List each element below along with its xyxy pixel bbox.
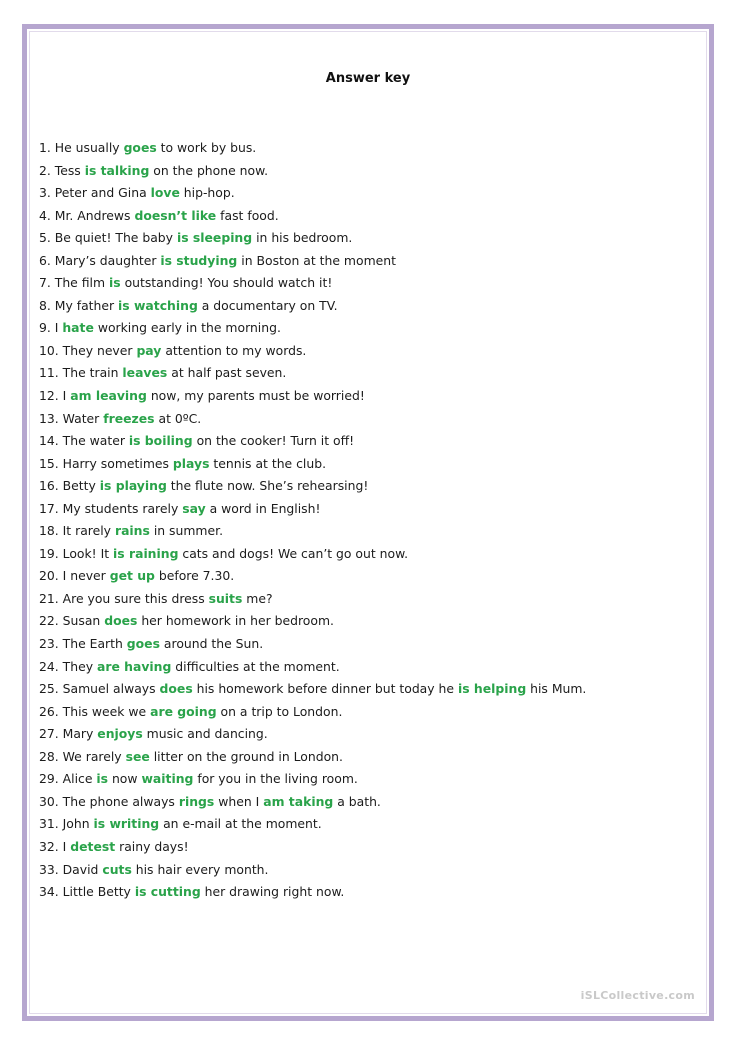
answer-text: the flute now. She’s rehearsing! (166, 478, 369, 494)
answer-text: in his bedroom. (252, 230, 353, 246)
answer-text: 3. Peter and Gina (39, 185, 151, 201)
answer-item (39, 633, 586, 656)
answer-text: 5. Be quiet! The baby (39, 230, 177, 246)
answer-text: 13. Water (39, 410, 104, 426)
answer-verb: am leaving (70, 388, 147, 404)
answer-verb: doesn’t like (134, 207, 217, 223)
answer-verb: does (159, 681, 193, 697)
answer-text: now (108, 771, 142, 787)
answer-text: 4. Mr. Andrews (39, 207, 135, 223)
answer-verb: is (109, 275, 121, 291)
answer-verb: does (104, 613, 138, 629)
answer-item (39, 723, 586, 746)
answer-verb: love (150, 185, 180, 201)
answer-item (39, 678, 586, 701)
answer-text: 11. The train (39, 365, 123, 381)
answer-verb: freezes (103, 410, 155, 426)
answer-text: 25. Samuel always (39, 681, 160, 697)
answer-text: a word in English! (205, 500, 321, 516)
answer-verb: is boiling (128, 433, 193, 449)
answer-text: 27. Mary (39, 726, 98, 742)
answer-item (39, 565, 586, 588)
answer-text: 24. They (39, 658, 97, 674)
answer-text: cats and dogs! We can’t go out now. (178, 545, 409, 561)
answer-text: on the phone now. (149, 162, 269, 178)
answer-text: 33. David (39, 861, 103, 877)
answer-text: in Boston at the moment (237, 252, 396, 268)
answer-text: at 0ºC. (154, 410, 202, 426)
answer-item (39, 453, 586, 476)
answer-text: an e-mail at the moment. (159, 816, 322, 832)
answer-text: 28. We rarely (39, 748, 126, 764)
answer-text: in summer. (149, 523, 224, 539)
answer-item (39, 295, 586, 318)
answer-text: attention to my words. (161, 342, 307, 358)
answer-item (39, 430, 586, 453)
answer-text: 7. The film (39, 275, 109, 291)
answer-item (39, 137, 586, 160)
answer-item (39, 543, 586, 566)
answer-verb: are going (150, 703, 217, 719)
answer-verb: is raining (113, 545, 179, 561)
answer-item (39, 520, 586, 543)
answer-text: 2. Tess (39, 162, 85, 178)
answer-text: 29. Alice (39, 771, 97, 787)
answer-text: 1. He usually (39, 140, 124, 155)
answer-text: a bath. (333, 793, 381, 809)
answer-text: me? (242, 590, 273, 606)
answer-text: working early in the morning. (93, 320, 281, 336)
answer-item (39, 859, 586, 882)
answer-item (39, 836, 586, 859)
answer-text: 23. The Earth (39, 636, 127, 652)
answer-text: outstanding! You should watch it! (120, 275, 333, 291)
answer-item (39, 701, 586, 724)
answer-text: 32. I (39, 838, 71, 854)
answer-item (39, 588, 586, 611)
answer-verb: rings (178, 793, 215, 809)
answer-verb: cuts (102, 861, 132, 877)
answer-verb: is playing (99, 478, 167, 494)
answer-text: fast food. (216, 207, 279, 223)
answer-verb: are having (96, 658, 172, 674)
answer-item (39, 317, 586, 340)
answer-item (39, 791, 586, 814)
answer-text: music and dancing. (142, 726, 268, 742)
answer-text: 16. Betty (39, 478, 100, 494)
answer-text: when I (214, 793, 264, 809)
answer-text: around the Sun. (159, 636, 264, 652)
answer-verb: detest (70, 838, 116, 854)
answer-verb: is writing (93, 816, 160, 832)
answer-text: hip-hop. (179, 185, 235, 201)
answer-verb: is (96, 771, 109, 787)
answer-text: 8. My father (39, 297, 119, 313)
answer-item (39, 610, 586, 633)
answer-text: his homework before dinner but today he (192, 681, 458, 697)
answer-text: 6. Mary’s daughter (39, 252, 161, 268)
answer-verb: rains (114, 523, 150, 539)
answer-item (39, 475, 586, 498)
answer-verb: hate (62, 320, 94, 336)
answer-text: now, my parents must be worried! (146, 388, 365, 404)
answer-text: her drawing right now. (200, 884, 345, 900)
answer-verb: is cutting (134, 884, 201, 900)
answer-verb: plays (172, 455, 210, 471)
answer-text: at half past seven. (167, 365, 287, 381)
answer-item (39, 768, 586, 791)
answer-verb: is watching (118, 297, 198, 313)
answer-text: before 7.30. (154, 568, 235, 584)
answer-verb: is studying (160, 252, 238, 268)
answer-verb: goes (123, 140, 157, 155)
answer-text: his Mum. (526, 681, 587, 697)
watermark: iSLCollective.com (580, 989, 695, 1002)
answer-item (39, 408, 586, 431)
worksheet-page (22, 24, 714, 1021)
answer-item (39, 272, 586, 295)
answer-text: difficulties at the moment. (171, 658, 340, 674)
answer-verb: is sleeping (176, 230, 253, 246)
answer-verb: is helping (457, 681, 527, 697)
answer-item (39, 746, 586, 769)
answer-text: on a trip to London. (216, 703, 343, 719)
answer-verb: leaves (122, 365, 168, 381)
answer-text: 9. I (39, 320, 63, 336)
answer-item (39, 385, 586, 408)
answer-text: 10. They never (39, 342, 137, 358)
answer-verb: am taking (263, 793, 334, 809)
answer-verb: say (182, 500, 206, 516)
answer-item (39, 160, 586, 183)
answer-verb: pay (136, 342, 162, 358)
answer-item (39, 813, 586, 836)
answer-text: 14. The water (39, 433, 129, 449)
answer-item (39, 250, 586, 273)
answer-verb: waiting (141, 771, 194, 787)
answer-item (39, 182, 586, 205)
answer-text: for you in the living room. (193, 771, 358, 787)
answer-item (39, 362, 586, 385)
answer-verb: is talking (84, 162, 150, 178)
answer-text: 20. I never (39, 568, 110, 584)
answer-text: 26. This week we (39, 703, 151, 719)
answer-text: tennis at the club. (209, 455, 327, 471)
answer-item (39, 340, 586, 363)
page-title: Answer key (325, 71, 411, 86)
answer-verb: see (125, 748, 150, 764)
answer-text: to work by bus. (156, 140, 257, 155)
answer-text: 34. Little Betty (39, 884, 135, 900)
answer-text: litter on the ground in London. (149, 748, 343, 764)
answer-item (39, 227, 586, 250)
answer-text: 19. Look! It (39, 545, 114, 561)
answer-item (39, 498, 586, 521)
answer-text: 15. Harry sometimes (39, 455, 173, 471)
answer-text: 30. The phone always (39, 793, 179, 809)
answer-verb: enjoys (97, 726, 143, 742)
answer-item (39, 205, 586, 228)
answer-item (39, 656, 586, 679)
answer-text: 22. Susan (39, 613, 105, 629)
answer-text: a documentary on TV. (197, 297, 338, 313)
answer-text: his hair every month. (131, 861, 269, 877)
answer-text: on the cooker! Turn it off! (192, 433, 355, 449)
answer-verb: get up (109, 568, 155, 584)
answer-text: 12. I (39, 388, 71, 404)
answer-item (39, 881, 586, 904)
answer-text: rainy days! (115, 838, 189, 854)
answer-text: 18. It rarely (39, 523, 115, 539)
answer-text: her homework in her bedroom. (137, 613, 334, 629)
answer-verb: goes (126, 636, 160, 652)
answer-text: 21. Are you sure this dress (39, 590, 209, 606)
answer-verb: suits (208, 590, 243, 606)
answer-text: 31. John (39, 816, 94, 832)
answer-list (39, 137, 586, 904)
answer-text: 17. My students rarely (39, 500, 183, 516)
